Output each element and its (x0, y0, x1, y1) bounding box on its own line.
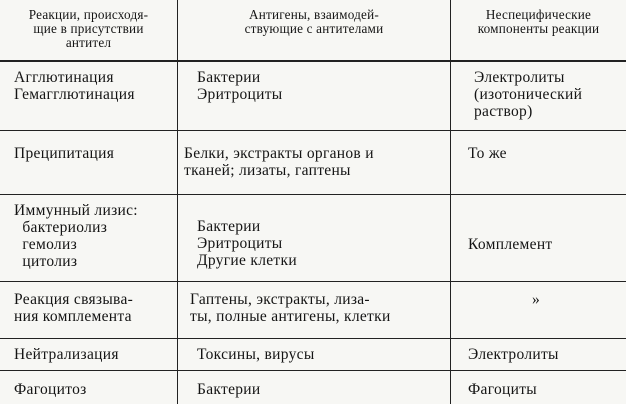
header-rule (0, 60, 626, 62)
antigen-cell: Бактерии (197, 381, 261, 398)
antigen-cell: Бактерии Эритроциты Другие клетки (197, 218, 297, 269)
antigen-cell: Гаптены, экстракты, лиза- ты, полные антигены, клетки (190, 291, 391, 325)
reaction-cell: Агглютинация Гемагглютинация (14, 69, 135, 103)
component-cell: Электролиты (468, 346, 559, 363)
reaction-cell: Преципитация (14, 145, 115, 162)
component-cell: Электролиты (изотонический раствор) (474, 69, 583, 120)
antigen-cell: Токсины, вирусы (197, 346, 315, 363)
row-rule (0, 281, 626, 282)
antigen-cell: Бактерии Эритроциты (197, 69, 283, 103)
column-rule (177, 0, 178, 404)
row-rule (0, 130, 626, 131)
reaction-cell: Иммунный лизис: бактериолиз гемолиз цитолиз (14, 202, 138, 270)
header-col1: Реакции, происходя- щие в присутствии антител (28, 7, 149, 50)
row-rule (0, 194, 626, 195)
row-rule (0, 338, 626, 339)
reaction-cell: Реакция связыва- ния комплемента (14, 291, 134, 325)
reaction-cell: Нейтрализация (14, 346, 119, 363)
header-col3: Неспецифические компоненты реакции (477, 7, 600, 36)
antigen-cell: Белки, экстракты органов и тканей; лизаты, гаптены (184, 145, 374, 179)
column-rule (450, 0, 451, 404)
component-cell: То же (468, 145, 507, 162)
component-cell: Фагоциты (468, 381, 538, 398)
header-col2: Антигены, взаимодей- ствующие с антителами (244, 7, 384, 36)
component-cell: Комплемент (468, 236, 553, 253)
component-cell: » (532, 291, 541, 308)
row-rule (0, 370, 626, 371)
reaction-cell: Фагоцитоз (14, 381, 87, 398)
